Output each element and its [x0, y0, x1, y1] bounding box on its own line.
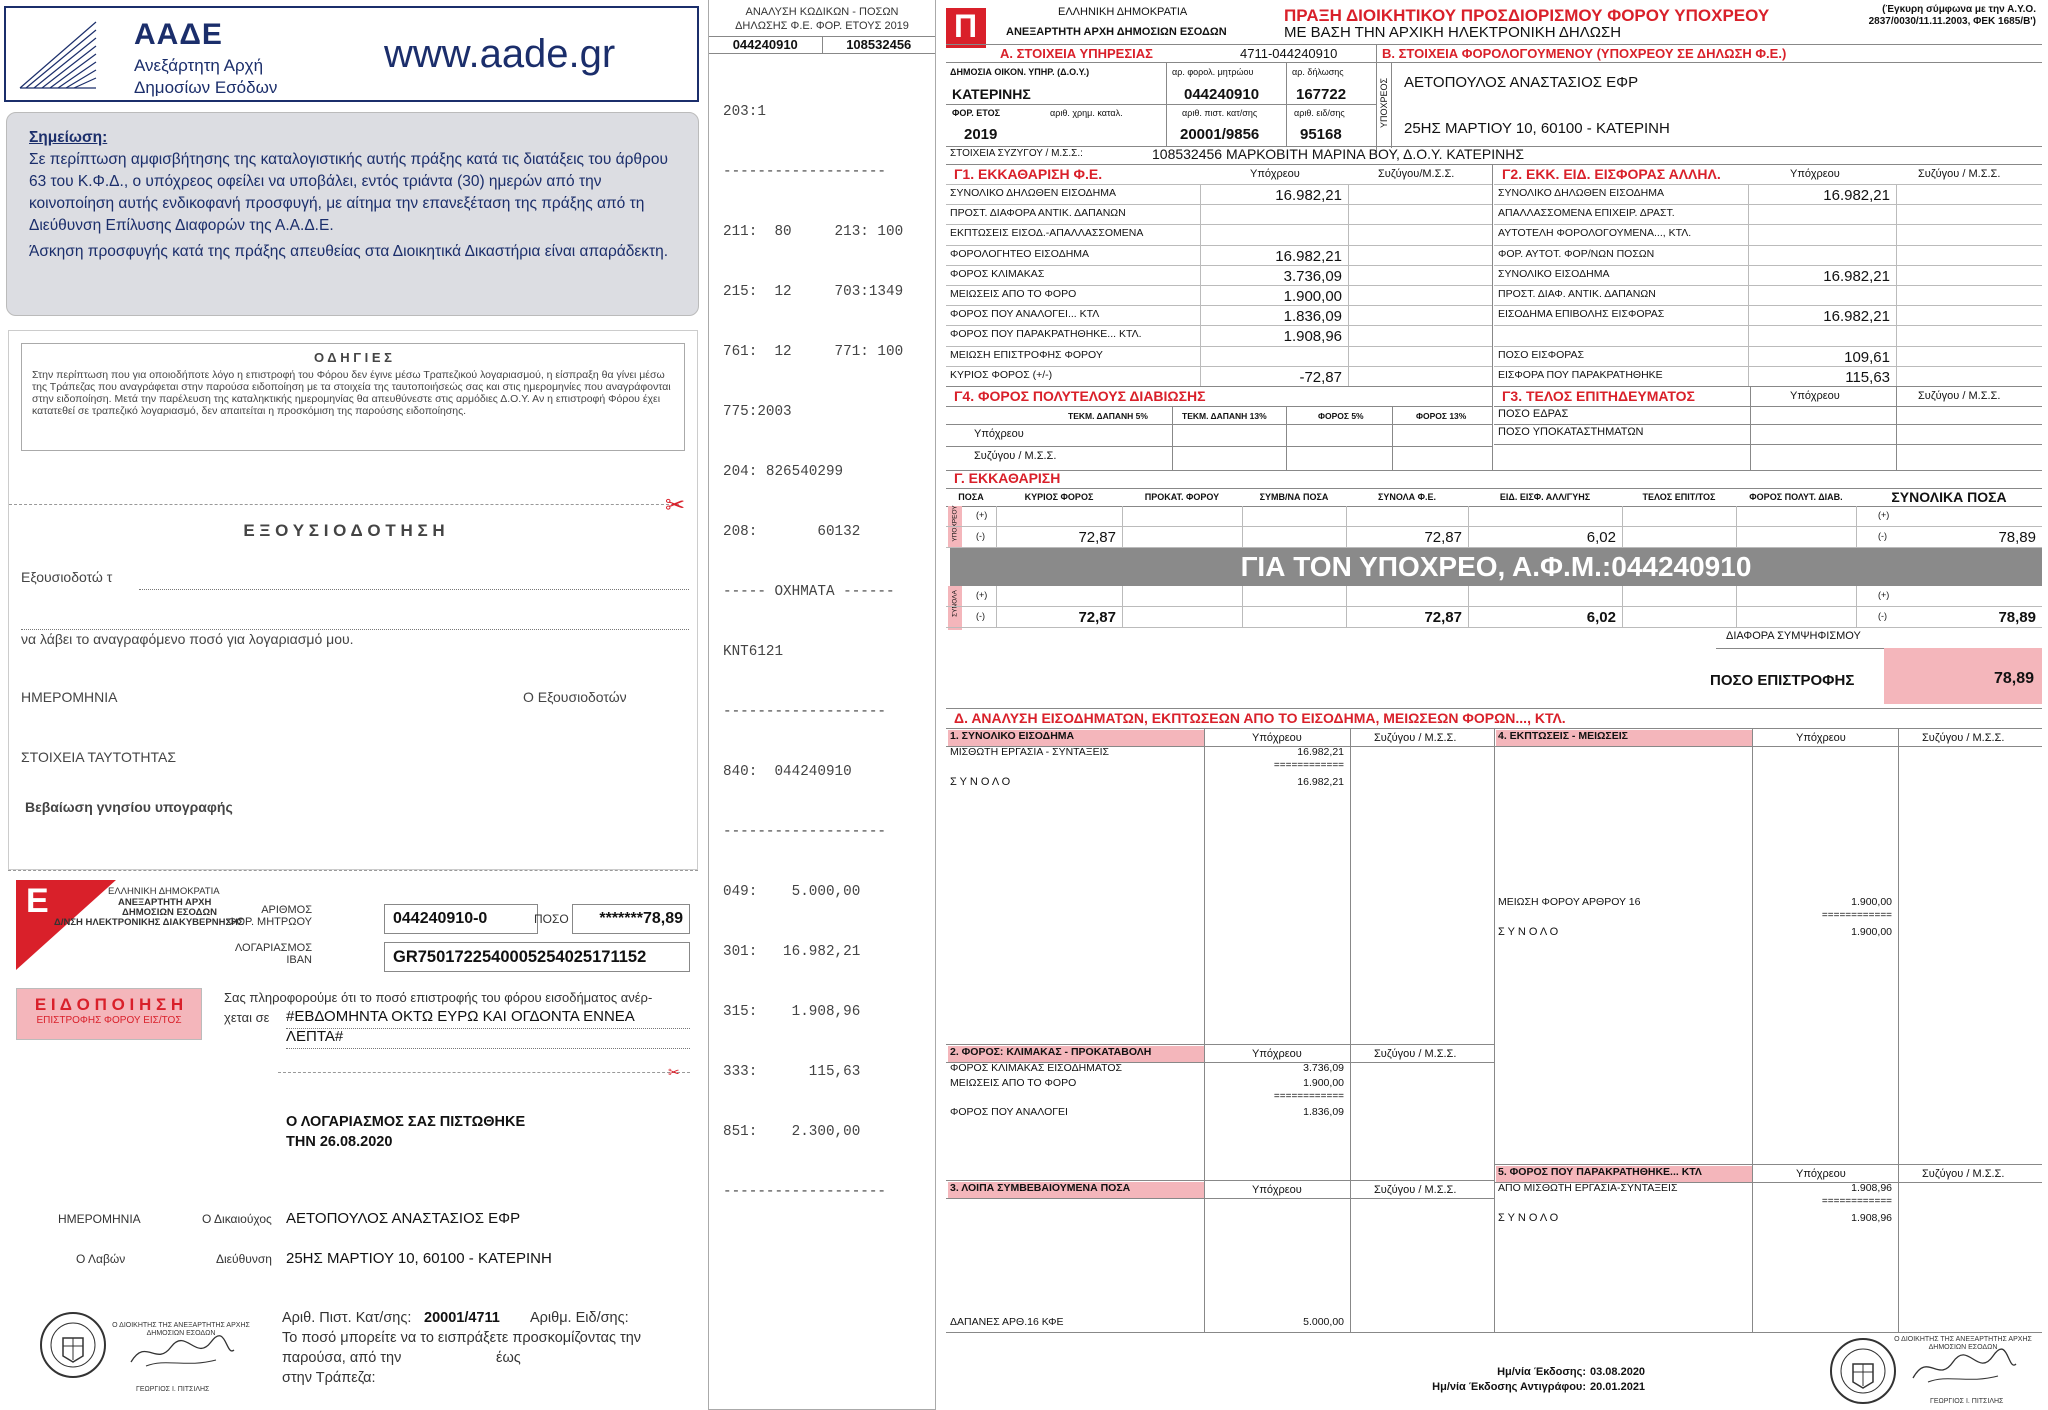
- code-line: 301: 16.982,21: [723, 944, 861, 960]
- plus-marker-right: (+): [1878, 510, 1890, 520]
- code-line: 215: 12 703:1349: [723, 284, 904, 300]
- row-label: ΕΙΣΟΔΗΜΑ ΕΠΙΒΟΛΗΣ ΕΙΣΦΟΡΑΣ: [1498, 308, 1665, 321]
- d-s2-val3: 1.836,09: [1303, 1106, 1344, 1118]
- analysis-title: Δ. ΑΝΑΛΥΣΗ ΕΙΣΟΔΗΜΑΤΩΝ, ΕΚΠΤΩΣΕΩΝ ΑΠΟ ΤΟ ΕΙΣΟΔΗΜΑ, ΜΕΙΩΣΕΩΝ ΦΟΡΩΝ..., ΚΤΛ.: [954, 710, 1566, 726]
- reg-value: 044240910-0: [384, 904, 538, 934]
- table-row: [946, 285, 1492, 305]
- g4-r2: Συζύγου / Μ.Σ.Σ.: [974, 450, 1057, 462]
- amount-words-2: ΛΕΠΤΑ#: [286, 1028, 344, 1045]
- aade-logo-box: [4, 6, 699, 102]
- clearance-header: ΤΕΛΟΣ ΕΠΙΤ/ΤΟΣ: [1642, 492, 1716, 502]
- notice-no-label: Αριθμ. Ειδ/σης:: [530, 1310, 629, 1326]
- d-s5-title: 5. ΦΟΡΟΣ ΠΟΥ ΠΑΡΑΚΡΑΤΗΘΗΚΕ... ΚΤΛ: [1496, 1166, 1752, 1182]
- row-label: ΑΥΤΟΤΕΛΗ ΦΟΡΟΛΟΓΟΥΜΕΝΑ..., ΚΤΛ.: [1498, 227, 1692, 240]
- collect-line-1: Το ποσό μπορείτε να το εισπράξετε προσκομίζοντας την: [282, 1330, 642, 1346]
- instructions-box: [21, 343, 685, 451]
- reg-label-1: ΑΡΙΘΜΟΣ: [261, 904, 312, 916]
- row-label: ΜΕΙΩΣΕΙΣ ΑΠΟ ΤΟ ΦΟΡΟ: [950, 288, 1077, 300]
- code-line: ----- ΟΧΗΜΑΤΑ ------: [723, 584, 895, 600]
- d-s1-total-label: Σ Υ Ν Ο Λ Ο: [950, 776, 1011, 788]
- codes-title-2: ΔΗΛΩΣΗΣ Φ.Ε. ΦΟΡ. ΕΤΟΥΣ 2019: [735, 20, 909, 32]
- row-value: 1.900,00: [1283, 288, 1342, 305]
- scissors-icon-2: ✂: [668, 1064, 680, 1080]
- g4-h1: ΤΕΚΜ. ΔΑΠΑΝΗ 5%: [1068, 411, 1148, 421]
- d-s2-val1: 3.736,09: [1303, 1062, 1344, 1074]
- notice-gov-3: ΔΗΜΟΣΙΩΝ ΕΣΟΔΩΝ: [122, 907, 217, 918]
- d-s1-col2: Συζύγου / Μ.Σ.Σ.: [1374, 732, 1457, 744]
- row-label: ΕΙΣΦΟΡΑ ΠΟΥ ΠΑΡΑΚΡΑΤΗΘΗΚΕ: [1498, 368, 1663, 381]
- note-box: [6, 112, 699, 316]
- code-line: -------------------: [723, 824, 887, 840]
- d-s2-col2: Συζύγου / Μ.Σ.Σ.: [1374, 1048, 1457, 1060]
- credited-line-2: ΤΗΝ 26.08.2020: [286, 1134, 393, 1150]
- clearance-title: Γ. ΕΚΚΑΘΑΡΙΣΗ: [954, 470, 1061, 486]
- g4-r1: Υπόχρεου: [974, 428, 1024, 440]
- year-label: ΦΟΡ. ΕΤΟΣ: [952, 108, 1000, 118]
- issue-date-label: Ημ/νία Έκδοσης:: [1497, 1366, 1586, 1378]
- tax-act: [946, 0, 2046, 1410]
- diff-label: ΔΙΑΦΟΡΑ ΣΥΜΨΗΦΙΣΜΟΥ: [1726, 630, 1861, 642]
- clearance-value: 72,87: [1078, 609, 1116, 626]
- table-row: [946, 224, 1492, 244]
- d-s5-total: 1.908,96: [1851, 1212, 1892, 1224]
- row-label: ΦΟΡΟΛΟΓΗΤΕΟ ΕΙΣΟΔΗΜΑ: [950, 247, 1090, 260]
- row-value: 16.982,21: [1823, 187, 1890, 204]
- taxpayer-banner: [950, 548, 2042, 586]
- section-b-title: Β. ΣΤΟΙΧΕΙΑ ΦΟΡΟΛΟΓΟΥΜΕΝΟΥ (ΥΠΟΧΡΕΟΥ ΣΕ ΔΗΛΩΣΗ Φ.Ε.): [1382, 46, 1787, 61]
- notice-letter: Ε: [26, 882, 49, 920]
- code-line: 211: 80 213: 100: [723, 224, 904, 240]
- refund-notice: [8, 870, 698, 1410]
- code-line: 203:1: [723, 104, 766, 120]
- d-s1-total: 16.982,21: [1297, 776, 1344, 788]
- taxpayer-address: 25ΗΣ ΜΑΡΤΙΟΥ 10, 60100 - ΚΑΤΕΡΙΝΗ: [1404, 120, 1670, 137]
- code-line: 775:2003: [723, 404, 792, 420]
- date-label: ΗΜΕΡΟΜΗΝΙΑ: [21, 689, 118, 705]
- table-row: [1494, 305, 2042, 325]
- code-line: 333: 115,63: [723, 1064, 861, 1080]
- d-s4-row1: ΜΕΙΩΣΗ ΦΟΡΟΥ ΑΡΘΡΟΥ 16: [1498, 896, 1641, 908]
- notice-value: 95168: [1300, 126, 1342, 143]
- row-label: ΦΟΡΟΣ ΠΟΥ ΠΑΡΑΚΡΑΤΗΘΗΚΕ... ΚΤΛ.: [950, 328, 1142, 341]
- ack-value-act: 20001/9856: [1180, 126, 1260, 143]
- clearance-header: ΣΥΜΒ/ΝΑ ΠΟΣΑ: [1259, 492, 1329, 502]
- act-subtitle: ΜΕ ΒΑΣΗ ΤΗΝ ΑΡΧΙΚΗ ΗΛΕΚΤΡΟΝΙΚΗ ΔΗΛΩΣΗ: [1284, 24, 1622, 41]
- table-row: [946, 366, 1492, 386]
- notice-box-title: Ε Ι Δ Ο Π Ο Ι Η Σ Η: [34, 995, 184, 1014]
- table-row: [946, 325, 1492, 345]
- code-line: -------------------: [723, 1184, 887, 1200]
- plus-marker-right: (+): [1878, 590, 1890, 600]
- g4-h4: ΦΟΡΟΣ 13%: [1416, 411, 1467, 421]
- d-s3-row1: ΔΑΠΑΝΕΣ ΑΡΘ.16 ΚΦΕ: [950, 1316, 1064, 1328]
- row-value: 115,63: [1845, 368, 1890, 386]
- d-s3-col2: Συζύγου / Μ.Σ.Σ.: [1374, 1184, 1457, 1196]
- act-valid-2: 2837/0030/11.11.2003, ΦΕΚ 1685/Β'): [1868, 16, 2036, 27]
- stamp-name: ΓΕΩΡΓΙΟΣ Ι. ΠΙΤΣΙΛΗΣ: [136, 1386, 210, 1393]
- row-label: ΦΟΡΟΣ ΠΟΥ ΑΝΑΛΟΓΕΙ... ΚΤΛ: [950, 308, 1100, 321]
- act-stamp-title: Ο ΔΙΟΙΚΗΤΗΣ ΤΗΣ ΑΝΕΞΑΡΤΗΤΗΣ ΑΡΧΗΣ ΔΗΜΟΣΙΩΝ ΕΣΟΔΩΝ: [1894, 1336, 2032, 1351]
- taxpayer-name: ΑΕΤΟΠΟΥΛΟΣ ΑΝΑΣΤΑΣΙΟΣ ΕΦΡ: [1404, 74, 1639, 91]
- beneficiary-name: ΑΕΤΟΠΟΥΛΟΣ ΑΝΑΣΤΑΣΙΟΣ ΕΦΡ: [286, 1210, 521, 1227]
- d-s1-title: 1. ΣΥΝΟΛΙΚΟ ΕΙΣΟΔΗΜΑ: [948, 730, 1204, 746]
- clearance-grid-taxpayer: [946, 506, 2042, 548]
- codes-list: [723, 62, 935, 1242]
- collect-until: έως: [496, 1350, 521, 1366]
- table-row: [1494, 325, 2042, 345]
- iban-value: GR7501722540005254025171152: [384, 942, 690, 972]
- clearance-value: 78,89: [1998, 609, 2036, 626]
- table-row: [1494, 265, 2042, 285]
- ack-label-act: αριθ. πιστ. κατ/σης: [1182, 108, 1258, 118]
- minus-marker-right: (-): [1878, 531, 1887, 541]
- state-seal-icon: [38, 1310, 108, 1380]
- ack-value: 20001/4711: [424, 1310, 500, 1326]
- g2-title: Γ2. ΕΚΚ. ΕΙΔ. ΕΙΣΦΟΡΑΣ ΑΛΛΗΛ.: [1502, 166, 1721, 182]
- clearance-header: ΠΟΣΑ: [958, 492, 984, 502]
- table-row: [1494, 224, 2042, 244]
- d-s4-title: 4. ΕΚΠΤΩΣΕΙΣ - ΜΕΙΩΣΕΙΣ: [1496, 730, 1752, 746]
- g1-col-2: Συζύγου/Μ.Σ.Σ.: [1378, 168, 1455, 180]
- identity-label: ΣΤΟΙΧΕΙΑ ΤΑΥΤΟΤΗΤΑΣ: [21, 749, 177, 765]
- notice-label: αριθ. ειδ/σης: [1294, 108, 1345, 118]
- act-signature-icon: [1908, 1346, 2018, 1390]
- notice-gov-2: ΑΝΕΞΑΡΤΗΤΗ ΑΡΧΗ: [118, 897, 212, 908]
- g4-h3: ΦΟΡΟΣ 5%: [1318, 411, 1364, 421]
- code-line: 761: 12 771: 100: [723, 344, 904, 360]
- code-line: 851: 2.300,00: [723, 1124, 861, 1140]
- d-s4-val1: 1.900,00: [1851, 896, 1892, 908]
- g4-h2: ΤΕΚΜ. ΔΑΠΑΝΗ 13%: [1182, 411, 1267, 421]
- amount-label: ΠΟΣΟ: [534, 912, 569, 926]
- row-label: ΚΥΡΙΟΣ ΦΟΡΟΣ (+/-): [950, 368, 1053, 381]
- table-row: [1494, 366, 2042, 386]
- act-title: ΠΡΑΞΗ ΔΙΟΙΚΗΤΙΚΟΥ ΠΡΟΣΔΙΟΡΙΣΜΟΥ ΦΟΡΟΥ ΥΠΟΧΡΕΟΥ: [1284, 6, 1770, 25]
- d-s5-eq: ============: [1821, 1196, 1892, 1207]
- d-s4-total-label: Σ Υ Ν Ο Λ Ο: [1498, 926, 1559, 938]
- d-s2-row3: ΦΟΡΟΣ ΠΟΥ ΑΝΑΛΟΓΕΙ: [950, 1106, 1068, 1118]
- taxpayer-vertical-label: ΥΠΟΧΡΕΟΣ: [1376, 62, 1392, 148]
- clearance-value: 78,89: [1998, 529, 2036, 546]
- note-paragraph-1: Σε περίπτωση αμφισβήτησης της καταλογιστικής αυτής πράξης κατά τις διατάξεις του άρθρου 63 του Κ.Φ.Δ., ο υπόχρεος οφείλει να υποβάλει, εντός τριάντα (30) ημερών από την κοινοποίηση αυτής ενδικοφανή προσφυγή, με αίτημα την επανεξέταση της πράξης από τη Διεύθυνση Επίλυσης Διαφορών της Α.Α.Δ.Ε.: [29, 151, 668, 234]
- clearance-header: ΠΡΟΚΑΤ. ΦΟΡΟΥ: [1144, 492, 1220, 502]
- doy-value: ΚΑΤΕΡΙΝΗΣ: [952, 86, 1031, 102]
- acct-label-2: IBAN: [286, 954, 312, 966]
- signature-label: Βεβαίωση γνησίου υπογραφής: [25, 799, 233, 815]
- clearance-side-label: ΥΠΟΧΡΕΟΥ: [948, 506, 962, 548]
- receiver-label: Ο Λαβών: [76, 1252, 126, 1266]
- g1-col-1: Υπόχρεου: [1250, 168, 1300, 180]
- g4-title: Γ4. ΦΟΡΟΣ ΠΟΛΥΤΕΛΟΥΣ ΔΙΑΒΙΩΣΗΣ: [954, 388, 1206, 404]
- year-value: 2019: [964, 126, 998, 143]
- address-value: 25ΗΣ ΜΑΡΤΙΟΥ 10, 60100 - ΚΑΤΕΡΙΝΗ: [286, 1250, 552, 1267]
- clearance-header: ΚΥΡΙΟΣ ΦΟΡΟΣ: [1024, 492, 1094, 502]
- acct-label-1: ΛΟΓΑΡΙΑΣΜΟΣ: [234, 942, 312, 954]
- code-line: 840: 044240910: [723, 764, 852, 780]
- d-s4-col2: Συζύγου / Μ.Σ.Σ.: [1922, 732, 2005, 744]
- amount-value: *******78,89: [572, 904, 690, 934]
- notice-gov-4: Δ/ΝΣΗ ΗΛΕΚΤΡΟΝΙΚΗΣ ΔΙΑΚΥΒΕΡΝΗΣΗΣ: [54, 917, 244, 928]
- code-line: -------------------: [723, 164, 887, 180]
- clearance-header: ΣΥΝΟΛΑ Φ.Ε.: [1377, 492, 1437, 502]
- d-s5-col2: Συζύγου / Μ.Σ.Σ.: [1922, 1168, 2005, 1180]
- d-s2-row1: ΦΟΡΟΣ ΚΛΙΜΑΚΑΣ ΕΙΣΟΔΗΜΑΤΟΣ: [950, 1062, 1123, 1074]
- authorizer-label: Ο Εξουσιοδοτών: [523, 689, 627, 705]
- row-value: 1.836,09: [1283, 308, 1342, 326]
- row-label: ΣΥΝΟΛΙΚΟ ΔΗΛΩΘΕΝ ΕΙΣΟΔΗΜΑ: [950, 187, 1117, 199]
- notice-date-label: ΗΜΕΡΟΜΗΝΙΑ: [58, 1212, 141, 1226]
- receive-text: να λάβει το αναγραφόμενο ποσό για λογαριασμό μου.: [21, 631, 354, 647]
- act-gov-2: ΑΝΕΞΑΡΤΗΤΗ ΑΡΧΗ ΔΗΜΟΣΙΩΝ ΕΣΟΔΩΝ: [1006, 26, 1227, 38]
- clearance-value: 6,02: [1586, 529, 1616, 546]
- aade-url[interactable]: www.aade.gr: [384, 32, 616, 76]
- code-line: 204: 826540299: [723, 464, 844, 480]
- copy-date: 20.01.2021: [1590, 1381, 1646, 1393]
- row-value: 1.908,96: [1283, 328, 1342, 346]
- beneficiary-label: Ο Δικαιούχος: [202, 1212, 272, 1226]
- note-title: Σημείωση:: [29, 129, 108, 146]
- scissors-icon: ✂: [665, 492, 686, 519]
- d-s1-row1: ΜΙΣΘΩΤΗ ΕΡΓΑΣΙΑ - ΣΥΝΤΑΞΕΙΣ: [950, 746, 1110, 758]
- issue-date: 03.08.2020: [1590, 1366, 1646, 1378]
- clearance-header: ΕΙΔ. ΕΙΣΦ. ΑΛΛ/ΓΥΗΣ: [1499, 492, 1591, 502]
- spouse-label: ΣΤΟΙΧΕΙΑ ΣΥΖΥΓΟΥ / Μ.Σ.Σ.:: [950, 148, 1083, 159]
- d-s2-title: 2. ΦΟΡΟΣ: ΚΛΙΜΑΚΑΣ - ΠΡΟΚΑΤΑΒΟΛΗ: [948, 1046, 1204, 1062]
- g2-col-2: Συζύγου / Μ.Σ.Σ.: [1918, 168, 2001, 180]
- row-label: ΦΟΡΟΣ ΚΛΙΜΑΚΑΣ: [950, 267, 1045, 280]
- d-s1-col1: Υπόχρεου: [1252, 732, 1302, 744]
- row-label: ΠΟΣΟ ΕΙΣΦΟΡΑΣ: [1498, 348, 1584, 361]
- note-paragraph-2: Άσκηση προσφυγής κατά της πράξης απευθείας στα Διοικητικά Δικαστήρια είναι απαράδεκτη.: [29, 243, 669, 260]
- signature-icon: [126, 1332, 236, 1372]
- clearance-headers: [946, 488, 2042, 506]
- collect-line-2: παρούσα, από την: [282, 1350, 402, 1366]
- minus-marker-right: (-): [1878, 611, 1887, 621]
- row-label: ΑΠΑΛΛΑΣΣΟΜΕΝΑ ΕΠΙΧΕΙΡ. ΔΡΑΣΤ.: [1498, 207, 1675, 220]
- decl-label: αρ. δήλωσης: [1292, 67, 1344, 77]
- minus-marker: (-): [976, 531, 985, 541]
- table-row: [946, 204, 1492, 224]
- amount-words-1: #ΕΒΔΟΜΗΝΤΑ ΟΚΤΩ ΕΥΡΩ ΚΑΙ ΟΓΔΟΝΤΑ ΕΝΝΕΑ: [286, 1008, 635, 1025]
- address-label: Διεύθυνση: [216, 1252, 272, 1266]
- inform-line-1: Σας πληροφορούμε ότι το ποσό επιστροφής του φόρου εισοδήματος ανέρ-: [224, 990, 653, 1005]
- row-label: ΣΥΝΟΛΙΚΟ ΕΙΣΟΔΗΜΑ: [1498, 267, 1610, 280]
- d-s1-eq: ============: [1273, 760, 1344, 771]
- authorization-title: Ε Ξ Ο Υ Σ Ι Ο Δ Ο Τ Η Σ Η: [243, 521, 445, 540]
- d-s4-eq: ============: [1821, 910, 1892, 921]
- row-value: 16.982,21: [1275, 187, 1342, 204]
- aade-logo-icon: [18, 20, 98, 90]
- g1-title: Γ1. ΕΚΚΑΘΑΡΙΣΗ Φ.Ε.: [954, 166, 1103, 182]
- row-label: ΠΡΟΣΤ. ΔΙΑΦΟΡΑ ΑΝΤΙΚ. ΔΑΠΑΝΩΝ: [950, 207, 1126, 220]
- afm-label: αρ. φορολ. μητρώου: [1172, 67, 1254, 77]
- stamp-title: Ο ΔΙΟΙΚΗΤΗΣ ΤΗΣ ΑΝΕΞΑΡΤΗΤΗΣ ΑΡΧΗΣ ΔΗΜΟΣΙΩΝ ΕΣΟΔΩΝ: [112, 1322, 250, 1337]
- codes-title-1: ΑΝΑΛΥΣΗ ΚΩΔΙΚΩΝ - ΠΟΣΩΝ: [745, 6, 899, 18]
- code-line: 315: 1.908,96: [723, 1004, 861, 1020]
- d-s4-total: 1.900,00: [1851, 926, 1892, 938]
- code-line: KNT6121: [723, 644, 784, 660]
- aade-brand: ΑΑΔΕ: [134, 18, 223, 51]
- clearance-value: 72,87: [1424, 609, 1462, 626]
- refund-amount: 78,89: [1993, 670, 2034, 687]
- table-row: [1494, 285, 2042, 305]
- table-row: [1494, 204, 2042, 224]
- d-s3-col1: Υπόχρεου: [1252, 1184, 1302, 1196]
- table-row: [946, 184, 1492, 204]
- plus-marker: (+): [976, 590, 988, 600]
- table-row: [946, 346, 1492, 366]
- row-label: ΕΚΠΤΩΣΕΙΣ ΕΙΣΟΔ.-ΑΠΑΛΛΑΣΣΟΜΕΝΑ: [950, 227, 1144, 240]
- copy-date-label: Ημ/νία Έκδοσης Αντιγράφου:: [1432, 1381, 1586, 1393]
- d-s2-eq: ============: [1273, 1091, 1344, 1102]
- row-label: ΣΥΝΟΛΙΚΟ ΔΗΛΩΘΕΝ ΕΙΣΟΔΗΜΑ: [1498, 187, 1665, 199]
- g2-col-1: Υπόχρεου: [1790, 168, 1840, 180]
- table-row: [946, 305, 1492, 325]
- g3-r1: ΠΟΣΟ ΕΔΡΑΣ: [1498, 408, 1569, 420]
- row-label: ΠΡΟΣΤ. ΔΙΑΦ. ΑΝΤΙΚ. ΔΑΠΑΝΩΝ: [1498, 288, 1656, 300]
- clearance-grid-totals: [946, 586, 2042, 630]
- refund-amount-box: [1884, 648, 2042, 704]
- aade-line1: Ανεξάρτητη Αρχή: [134, 56, 264, 75]
- doy-label: ΔΗΜΟΣΙΑ ΟΙΚΟΝ. ΥΠΗΡ. (Δ.Ο.Υ.): [950, 67, 1090, 77]
- table-row: [1494, 184, 2042, 204]
- d-s5-total-label: Σ Υ Ν Ο Λ Ο: [1498, 1212, 1559, 1224]
- row-label: ΜΕΙΩΣΗ ΕΠΙΣΤΡΟΦΗΣ ΦΟΡΟΥ: [950, 348, 1103, 361]
- d-s3-title: 3. ΛΟΙΠΑ ΣΥΜΒΕΒΑΙΟΥΜΕΝΑ ΠΟΣΑ: [948, 1182, 1204, 1198]
- d-s5-col1: Υπόχρεου: [1796, 1168, 1846, 1180]
- minus-marker: (-): [976, 611, 985, 621]
- refund-label: ΠΟΣΟ ΕΠΙΣΤΡΟΦΗΣ: [1710, 672, 1855, 689]
- clearance-value: 6,02: [1586, 609, 1616, 626]
- clearance-value: 72,87: [1424, 529, 1462, 546]
- table-row: [946, 265, 1492, 285]
- g3-title: Γ3. ΤΕΛΟΣ ΕΠΙΤΗΔΕΥΜΑΤΟΣ: [1502, 388, 1695, 404]
- notice-gov-1: ΕΛΛΗΝΙΚΗ ΔΗΜΟΚΡΑΤΙΑ: [108, 886, 220, 897]
- d-s2-col1: Υπόχρεου: [1252, 1048, 1302, 1060]
- inform-line-2: χεται σε: [224, 1010, 270, 1025]
- section-a-code: 4711-044240910: [1240, 46, 1338, 61]
- table-row: [1494, 346, 2042, 366]
- d-s5-val1: 1.908,96: [1851, 1182, 1892, 1194]
- section-a-title: Α. ΣΤΟΙΧΕΙΑ ΥΠΗΡΕΣΙΑΣ: [1000, 46, 1153, 61]
- instructions-title: Ο Δ Η Γ Ι Ε Σ: [314, 350, 392, 365]
- collect-line-4: στην Τράπεζα:: [282, 1370, 376, 1386]
- banner-text: ΓΙΑ ΤΟΝ ΥΠΟΧΡΕΟ, Α.Φ.Μ.:044240910: [1240, 551, 1752, 582]
- g3-r2: ΠΟΣΟ ΥΠΟΚΑΤΑΣΤΗΜΑΤΩΝ: [1498, 426, 1644, 438]
- credited-line-1: Ο ΛΟΓΑΡΙΑΣΜΟΣ ΣΑΣ ΠΙΣΤΩΘΗΚΕ: [286, 1114, 526, 1130]
- authorize-label: Εξουσιοδοτώ τ: [21, 569, 113, 585]
- row-label: ΦΟΡ. ΑΥΤΟΤ. ΦΟΡ/ΝΩΝ ΠΟΣΩΝ: [1498, 247, 1655, 260]
- d-s2-val2: 1.900,00: [1303, 1077, 1344, 1089]
- notice-title-box: [16, 988, 202, 1040]
- clearance-side-label: ΣΥΝΟΛΑ: [948, 586, 962, 630]
- d-s5-row1: ΑΠΟ ΜΙΣΘΩΤΗ ΕΡΓΑΣΙΑ-ΣΥΝΤΑΞΕΙΣ: [1498, 1182, 1678, 1194]
- act-gov-1: ΕΛΛΗΝΙΚΗ ΔΗΜΟΚΡΑΤΙΑ: [1058, 6, 1188, 18]
- instructions-text: Στην περίπτωση που για οποιοδήποτε λόγο η επιστροφή του Φόρου δεν έγινε μέσω Τραπεζικού λογαριασμού, η είσπραξη θα γίνει μέσω της Τράπεζας που αναγράφεται στην παρούσα ειδοποίηση με τα στοιχεία της ταυτοποιήσεώς σας και στις ημερομηνίες που αναγράφονται στην ειδοποίηση. Μετά την παρέλευση της καταληκτικής ημερομηνίας θα απευθύνεστε στις αρμόδιες Δ.Ο.Υ. Αν η επιστροφή Φόρου έχει κατατεθεί σε τραπεζικό λογαριασμό, δεν απαιτείται η προσκόμιση της παρούσης ειδοποίησης.: [32, 369, 671, 417]
- table-row: [1494, 245, 2042, 265]
- row-value: 16.982,21: [1823, 267, 1890, 285]
- row-value: -72,87: [1299, 368, 1342, 386]
- d-s3-val1: 5.000,00: [1303, 1316, 1344, 1328]
- ack-label: Αριθ. Πιστ. Κατ/σης:: [282, 1310, 412, 1326]
- clearance-header: ΦΟΡΟΣ ΠΟΛΥΤ. ΔΙΑΒ.: [1749, 492, 1843, 502]
- row-value: 16.982,21: [1823, 308, 1890, 326]
- codes-ref: 108532456: [846, 37, 912, 52]
- afm-value: 044240910: [1184, 86, 1260, 103]
- row-value: 3.736,09: [1283, 267, 1342, 285]
- authorization-panel: [8, 330, 698, 870]
- code-line: -------------------: [723, 704, 887, 720]
- plus-marker: (+): [976, 510, 988, 520]
- prog-label: αριθ. χρημ. καταλ.: [1050, 108, 1123, 118]
- decl-value: 167722: [1296, 86, 1347, 103]
- codes-panel: [708, 0, 936, 1410]
- d-s2-row2: ΜΕΙΩΣΕΙΣ ΑΠΟ ΤΟ ΦΟΡΟ: [950, 1077, 1077, 1089]
- notice-box-sub: ΕΠΙΣΤΡΟΦΗΣ ΦΟΡΟΥ ΕΙΣ/ΤΟΣ: [36, 1015, 182, 1026]
- aade-line2: Δημοσίων Εσόδων: [134, 78, 278, 97]
- clearance-value: 72,87: [1078, 529, 1116, 546]
- code-line: 049: 5.000,00: [723, 884, 861, 900]
- row-value: 16.982,21: [1275, 247, 1342, 265]
- g3-col-2: Συζύγου / Μ.Σ.Σ.: [1918, 390, 2001, 402]
- spouse-value: 108532456 ΜΑΡΚΟΒΙΤΗ ΜΑΡΙΝΑ ΒΟΥ, Δ.Ο.Υ. ΚΑΤΕΡΙΝΗΣ: [1152, 146, 1524, 162]
- reg-label-2: ΦΟΡ. ΜΗΤΡΩΟΥ: [227, 916, 312, 928]
- d-s1-val1: 16.982,21: [1297, 746, 1344, 758]
- d-s4-col1: Υπόχρεου: [1796, 732, 1846, 744]
- clearance-header: ΣΥΝΟΛΙΚΑ ΠΟΣΑ: [1891, 489, 2007, 505]
- g3-col-1: Υπόχρεου: [1790, 390, 1840, 402]
- act-valid-1: (Έγκυρη σύμφωνα με την Α.Υ.Ο.: [1882, 4, 2036, 15]
- code-line: 208: 60132: [723, 524, 861, 540]
- codes-afm: 044240910: [709, 37, 823, 53]
- act-stamp-name: ΓΕΩΡΓΙΟΣ Ι. ΠΙΤΣΙΛΗΣ: [1930, 1398, 2004, 1405]
- row-value: 109,61: [1844, 348, 1890, 366]
- act-letter: Π: [954, 8, 978, 44]
- table-row: [946, 245, 1492, 265]
